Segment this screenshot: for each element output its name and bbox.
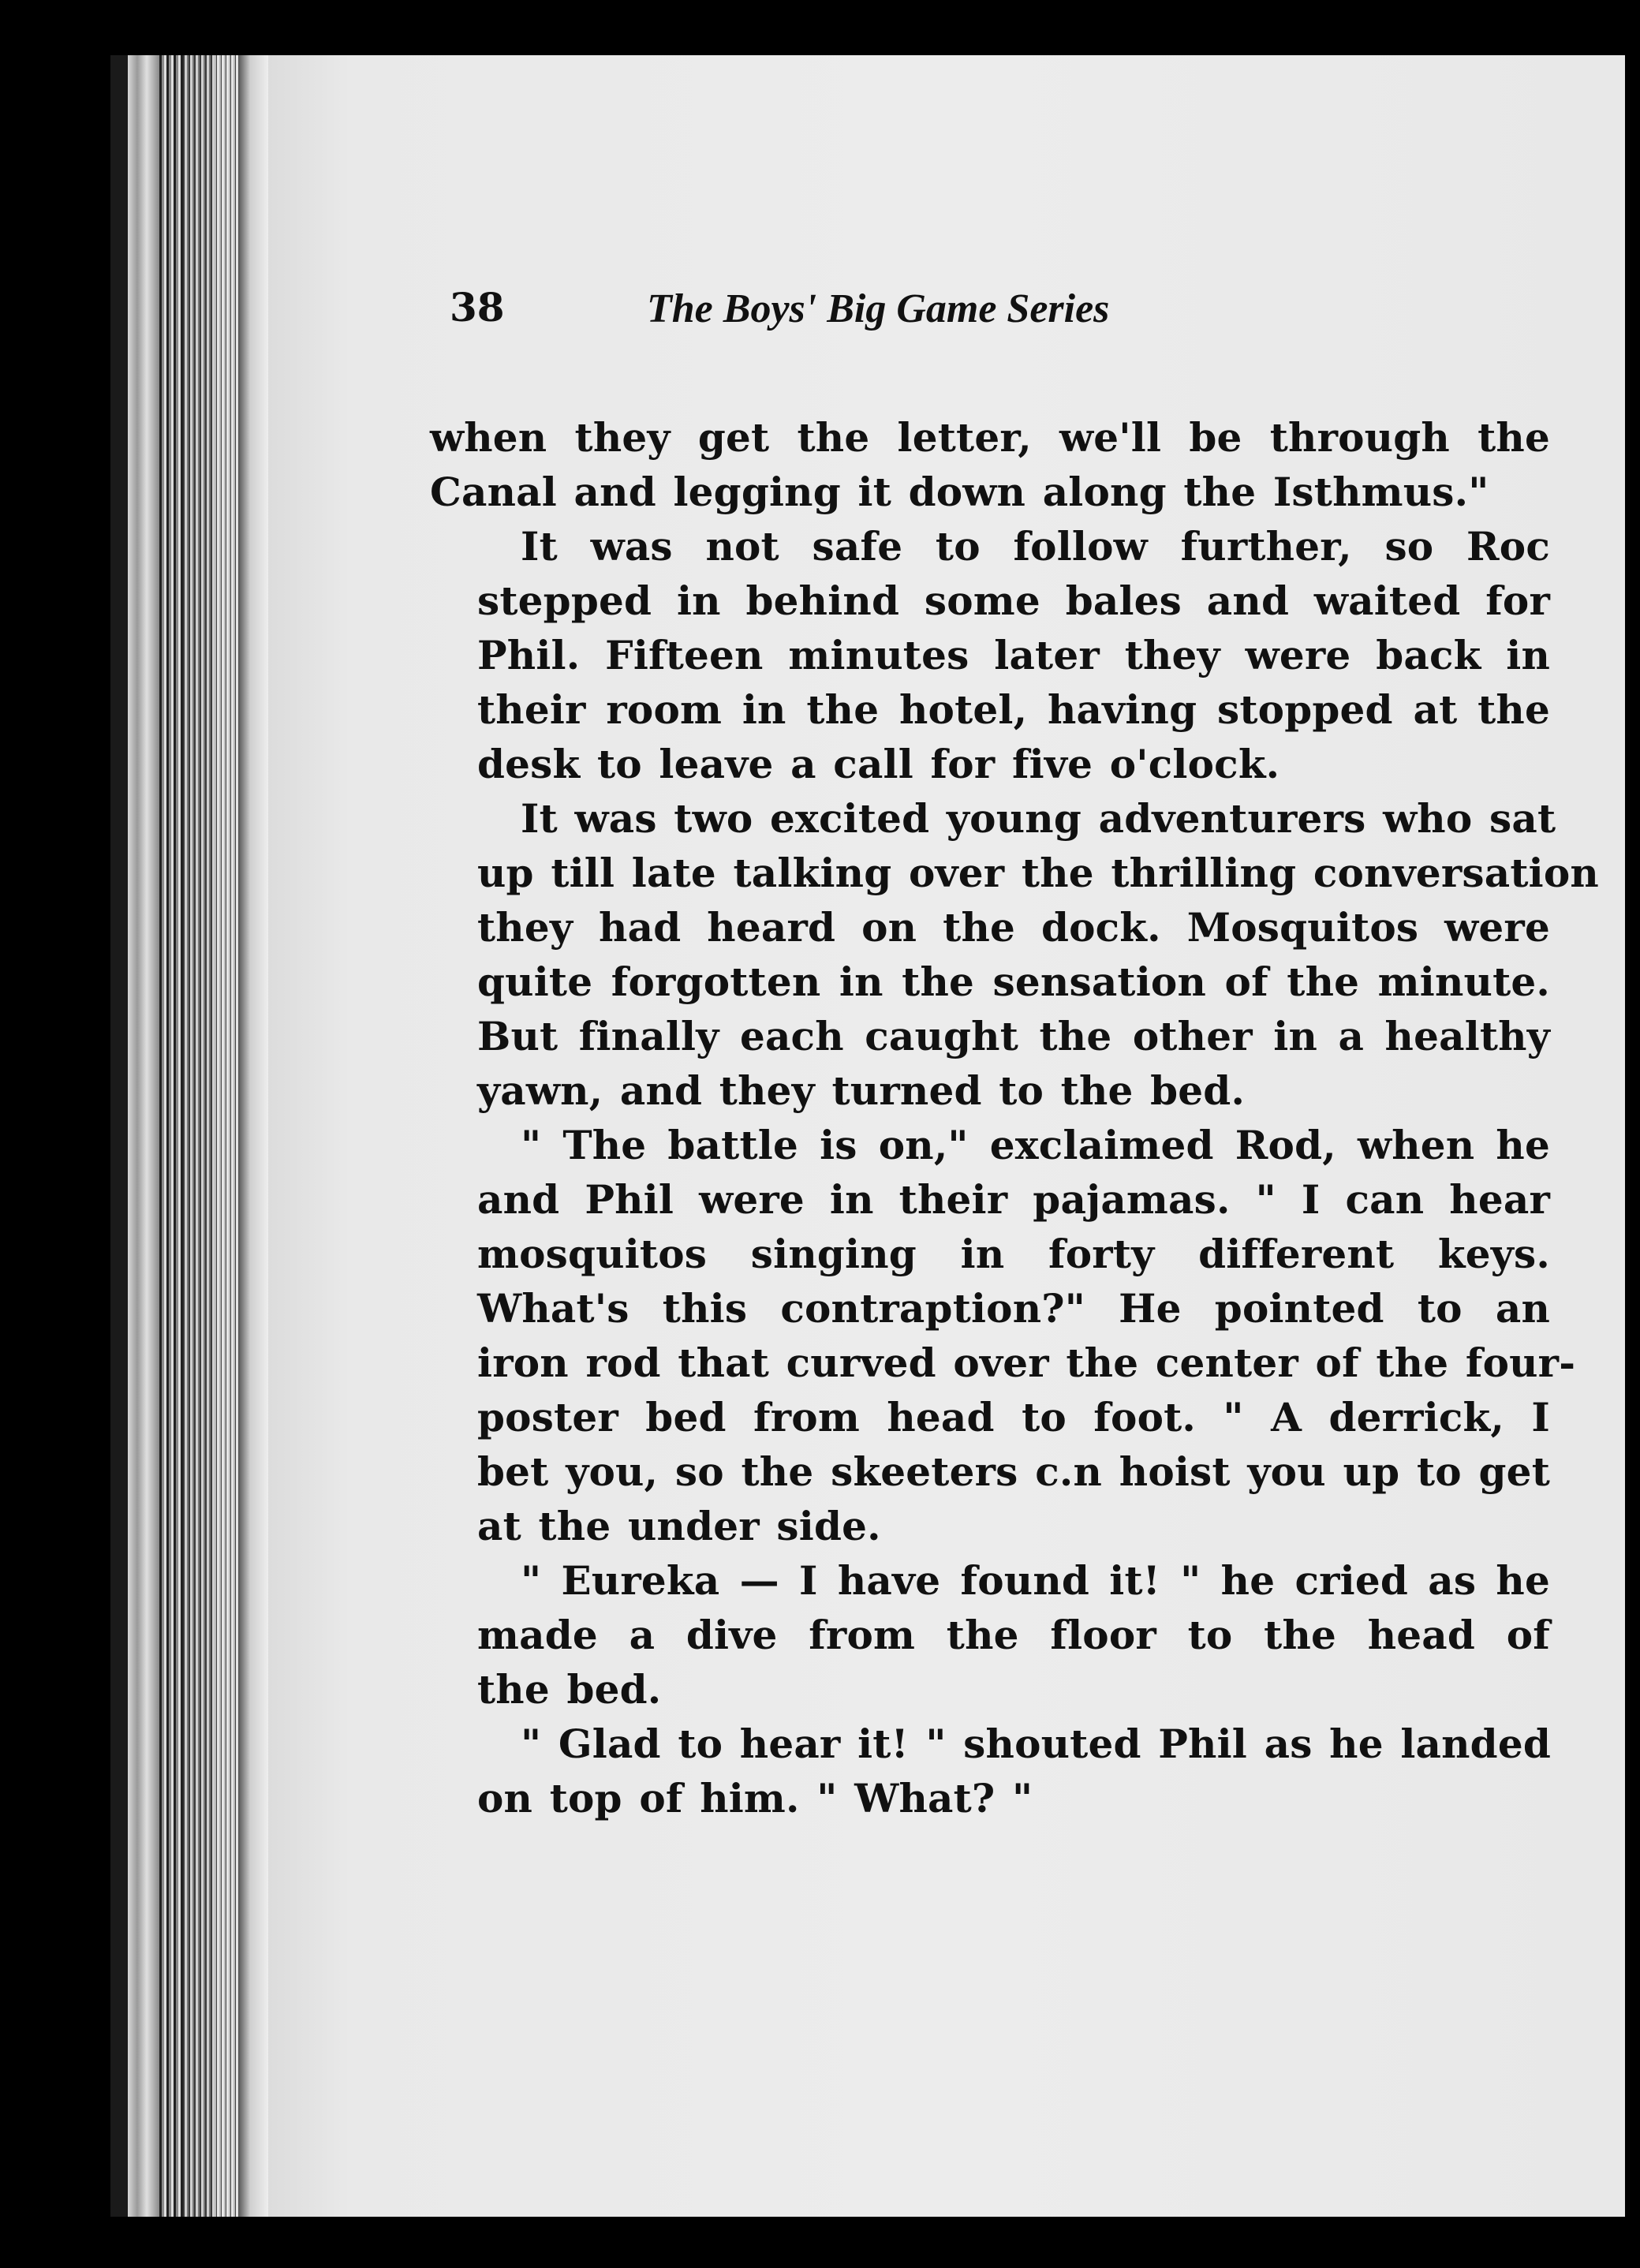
text-line: It was two excited young adventurers who sat xyxy=(521,795,1556,842)
text-line: " Eureka — I have found it! " he cried as he xyxy=(521,1557,1550,1604)
text-line: quite forgotten in the sensation of the minute. xyxy=(477,958,1550,1005)
text-line: What's this contraption?" He pointed to an xyxy=(477,1285,1550,1332)
text-line: iron rod that curved over the center of the four- xyxy=(477,1340,1576,1386)
page-number: 38 xyxy=(450,284,505,331)
text-line: " The battle is on," exclaimed Rod, when he xyxy=(521,1122,1550,1168)
page-edge xyxy=(110,55,128,2217)
text-line: on top of him. " What? " xyxy=(477,1775,1033,1821)
text-line: It was not safe to follow further, so Roc xyxy=(521,523,1550,570)
text-line: the bed. xyxy=(477,1666,662,1713)
text-line: mosquitos singing in forty different keys. xyxy=(477,1231,1550,1277)
paragraph xyxy=(430,410,1550,519)
text-line: up till late talking over the thrilling conversation xyxy=(477,850,1599,896)
page-edge xyxy=(128,55,159,2217)
text-line: But finally each caught the other in a healthy xyxy=(477,1013,1550,1059)
paragraph xyxy=(430,791,1599,1118)
paragraph xyxy=(430,519,1550,791)
page-edge xyxy=(238,55,268,2217)
text-line: poster bed from head to foot. " A derrick, I xyxy=(477,1394,1550,1440)
paragraph xyxy=(430,1118,1576,1553)
text-line: Phil. Fifteen minutes later they were back in xyxy=(477,632,1550,678)
text-line: at the under side. xyxy=(477,1503,881,1549)
page-edge xyxy=(215,55,238,2217)
paragraph xyxy=(430,1717,1550,1825)
page-header xyxy=(450,284,1396,347)
text-line: Canal and legging it down along the Isthmus." xyxy=(430,469,1489,515)
text-line: made a dive from the floor to the head of xyxy=(477,1612,1550,1658)
text-line: " Glad to hear it! " shouted Phil as he landed xyxy=(521,1721,1552,1767)
page-edge xyxy=(159,55,183,2217)
paragraph xyxy=(430,1553,1550,1717)
text-line: bet you, so the skeeters c.n hoist you up to get xyxy=(477,1448,1550,1495)
text-line: desk to leave a call for five o'clock. xyxy=(477,741,1280,787)
text-line: when they get the letter, we'll be through the xyxy=(430,414,1550,461)
body-text xyxy=(430,410,1599,1825)
running-title: The Boys' Big Game Series xyxy=(647,286,1110,331)
page-edge xyxy=(183,55,215,2217)
text-line: and Phil were in their pajamas. " I can hear xyxy=(477,1176,1550,1223)
text-line: yawn, and they turned to the bed. xyxy=(477,1067,1246,1114)
text-line: they had heard on the dock. Mosquitos were xyxy=(477,904,1550,951)
text-line: their room in the hotel, having stopped at the xyxy=(477,686,1550,733)
text-line: stepped in behind some bales and waited for xyxy=(477,577,1550,624)
